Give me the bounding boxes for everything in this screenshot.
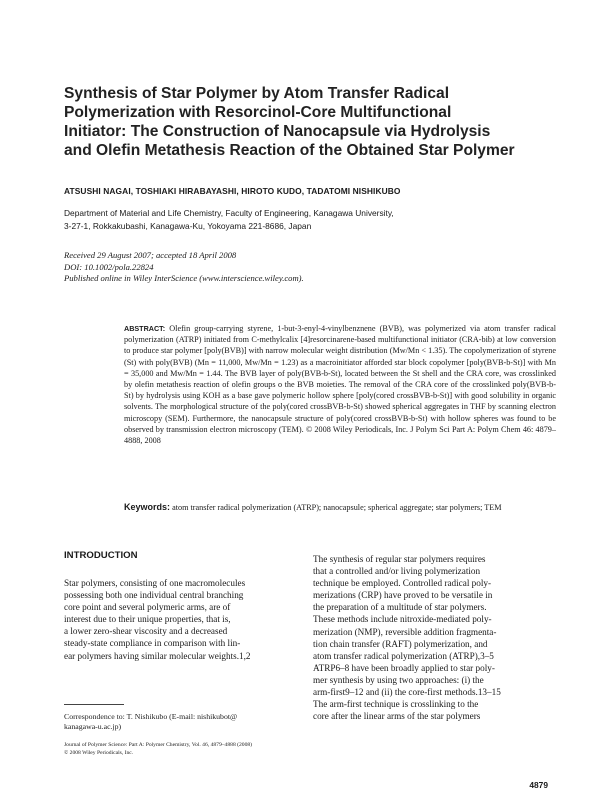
publication-dates	[64, 250, 304, 285]
text-line: core point and several polymeric arms, are of	[64, 602, 231, 613]
text-line: ATRP6–8 have been broadly applied to star poly-	[313, 662, 495, 673]
right-column-text	[313, 553, 549, 722]
journal-citation	[64, 741, 252, 757]
abstract	[124, 323, 556, 446]
footnote-divider	[64, 704, 124, 705]
text-line: atom transfer radical polymerization (ATRP),3–5	[313, 650, 494, 661]
text-line: arm-first9–12 and (ii) the core-first methods.13–15	[313, 687, 501, 698]
text-line: ear polymers having similar molecular weights.1,2	[64, 650, 251, 661]
article-title	[64, 84, 564, 160]
correspondence-line: Correspondence to: T. Nishikubo (E-mail: nishikubot@	[64, 712, 238, 721]
text-line: possessing both one individual central branching	[64, 590, 244, 601]
published-online: Published online in Wiley InterScience (www.interscience.wiley.com).	[64, 273, 304, 284]
text-line: These methods include nitroxide-mediated poly-	[313, 614, 492, 625]
text-line: tion chain transfer (RAFT) polymerization, and	[313, 638, 488, 649]
title-line: and Olefin Metathesis Reaction of the Obtained Star Polymer	[64, 142, 515, 159]
correspondence-note	[64, 712, 296, 732]
text-line: steady-state compliance in comparison with lin-	[64, 638, 241, 649]
affiliation	[64, 207, 394, 232]
text-line: mer synthesis by using two approaches: (i) the	[313, 674, 484, 685]
text-line: interest due to their unique properties, that is,	[64, 614, 231, 625]
abstract-label: ABSTRACT:	[124, 324, 166, 333]
abstract-text: Olefin group-carrying styrene, 1-but-3-enyl-4-vinylbenznene (BVB), was polymerized via atom transfer radical polymerization (ATRP) initiated from C-methylcalix [4]resorcinarene-based multifunctional initiator (CRA-bib) at low conversion to produce star polymer [poly(BVB)] with narrow molecular weight distribution (Mw/Mn < 1.35). The copolymerization of styrene (St) with poly(BVB) (Mn = 11,000, Mw/Mn = 1.23) as a macroinitiator afforded star block copolymer [poly(BVB-b-St)] with Mn = 35,000 and Mw/Mn = 1.44. The BVB layer of poly(BVB-b-St), located between the St shell and the CRA core, was crosslinked by olefin metathesis reaction of olefin groups o the BVB moieties. The removal of the CRA core of the crosslinked poly(BVB-b-St) by hydrolysis using KOH as a base gave polymeric hollow sphere [poly(cored crossBVB-b-St)] with good solubility in organic solvents. The morphological structure of the poly(cored crossBVB-b-St) showed spherical aggregates in THF by scanning electron microscopy (SEM). Furthermore, the nanocapsule structure of poly(cored crossBVB-b-St) with hollow spheres was found to be observed by transmission electron microscopy (TEM). © 2008 Wiley Periodicals, Inc. J Polym Sci Part A: Polym Chem 46: 4879–4888, 2008	[124, 324, 557, 446]
section-heading-introduction: INTRODUCTION	[64, 550, 138, 561]
journal-line: Journal of Polymer Science: Part A: Polymer Chemistry, Vol. 46, 4879–4888 (2008)	[64, 742, 253, 748]
left-column-text	[64, 577, 296, 662]
title-line: Synthesis of Star Polymer by Atom Transfer Radical	[64, 85, 450, 102]
page-number: 4879	[529, 780, 548, 790]
keywords-label: Keywords:	[124, 502, 171, 512]
keywords	[124, 502, 556, 513]
correspondence-line: kanagawa-u.ac.jp)	[64, 722, 122, 732]
text-line: that a controlled and/or living polymerization	[313, 566, 481, 577]
text-line: technique be employed. Controlled radical poly-	[313, 578, 492, 589]
text-line: a lower zero-shear viscosity and a decreased	[64, 626, 228, 637]
keywords-text: atom transfer radical polymerization (ATRP); nanocapsule; spherical aggregate; star polymers; TEM	[172, 503, 502, 512]
title-line: Initiator: The Construction of Nanocapsule via Hydrolysis	[64, 123, 491, 140]
received-date: Received 29 August 2007; accepted 18 April 2008	[64, 250, 237, 260]
affiliation-line: 3-27-1, Rokkakubashi, Kanagawa-Ku, Yokoyama 221-8686, Japan	[64, 220, 312, 231]
author-list: ATSUSHI NAGAI, TOSHIAKI HIRABAYASHI, HIROTO KUDO, TADATOMI NISHIKUBO	[64, 186, 401, 196]
text-line: The synthesis of regular star polymers requires	[313, 554, 486, 564]
text-line: merizations (CRP) have proved to be versatile in	[313, 590, 493, 601]
affiliation-line: Department of Material and Life Chemistry, Faculty of Engineering, Kanagawa University,	[64, 208, 394, 218]
copyright-line: © 2008 Wiley Periodicals, Inc.	[64, 750, 134, 756]
text-line: merization (NMP), reversible addition fragmenta-	[313, 626, 497, 637]
text-line: The arm-first technique is crosslinking to the	[313, 699, 479, 710]
doi: DOI: 10.1002/pola.22824	[64, 261, 154, 272]
text-line: core after the linear arms of the star polymers	[313, 711, 481, 722]
text-line: Star polymers, consisting of one macromolecules	[64, 578, 246, 588]
title-line: Polymerization with Resorcinol-Core Multifunctional	[64, 104, 452, 121]
text-line: the preparation of a multitude of star polymers.	[313, 602, 487, 613]
